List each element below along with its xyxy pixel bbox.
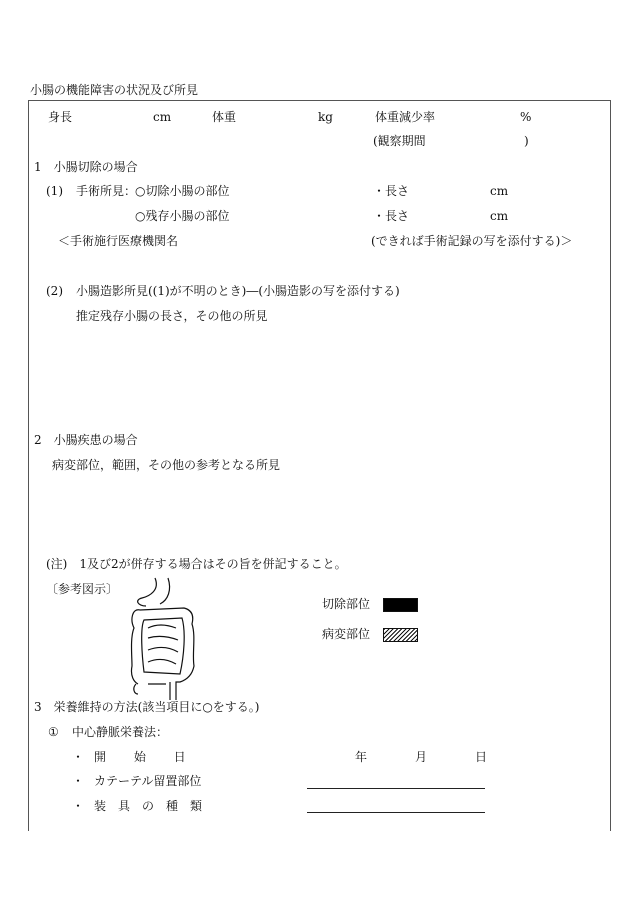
day-label: 日 [475, 750, 488, 764]
height-unit: cm [153, 110, 172, 124]
year-label: 年 [355, 750, 368, 764]
start-date-label: 開 始 日 [94, 750, 186, 764]
item2-number: (2) [46, 284, 63, 298]
observation-period-open: (観察期間 [373, 134, 426, 148]
lesion-legend-swatch [383, 628, 418, 642]
weight-loss-unit: % [520, 110, 532, 124]
device-bullet: ・ [72, 799, 85, 813]
intestine-diagram [120, 576, 210, 700]
observation-period-close: ) [524, 134, 529, 148]
resected-length-unit: cm [490, 184, 509, 198]
height-label: 身長 [48, 110, 73, 124]
catheter-bullet: ・ [72, 774, 85, 788]
month-label: 月 [415, 750, 428, 764]
device-type-line [307, 812, 485, 813]
section1-heading: 1 小腸切除の場合 [34, 160, 138, 174]
item-circle1: ① [48, 725, 59, 739]
institution-label: ＜手術施行医療機関名 [58, 234, 179, 248]
section3-heading: 3 栄養維持の方法(該当項目に○をする。) [34, 700, 260, 714]
remaining-site-label: ○残存小腸の部位 [135, 209, 230, 223]
weight-unit: kg [318, 110, 333, 124]
estimated-length-label: 推定残存小腸の長さ，その他の所見 [76, 309, 268, 323]
section2-heading: 2 小腸疾患の場合 [34, 433, 138, 447]
remaining-length-unit: cm [490, 209, 509, 223]
start-bullet: ・ [72, 750, 85, 764]
form-title: 小腸の機能障害の状況及び所見 [30, 83, 199, 97]
resected-legend-label: 切除部位 [322, 597, 371, 611]
surgery-findings-label: 手術所見： [76, 184, 137, 198]
weight-label: 体重 [212, 110, 237, 124]
catheter-site-label: カテーテル留置部位 [94, 774, 202, 788]
weight-loss-label: 体重減少率 [375, 110, 436, 124]
figure-label: 〔参考図示〕 [46, 582, 119, 596]
lesion-findings-label: 病変部位，範囲，その他の参考となる所見 [52, 458, 281, 472]
remaining-length-label: ・長さ [373, 209, 410, 223]
item1-number: (1) [46, 184, 63, 198]
central-venous-label: 中心静脈栄養法： [72, 725, 169, 739]
resected-legend-swatch [383, 598, 418, 612]
note: (注) 1及び2が併存する場合はその旨を併記すること。 [46, 557, 347, 571]
contrast-findings-label: 小腸造影所見((1)が不明のとき)―(小腸造影の写を添付する) [76, 284, 400, 298]
catheter-site-line [307, 788, 485, 789]
resected-length-label: ・長さ [373, 184, 410, 198]
resected-site-label: ○切除小腸の部位 [135, 184, 230, 198]
device-type-label: 装 具 の 種 類 [94, 799, 203, 813]
attach-note: (できれば手術記録の写を添付する)＞ [371, 234, 573, 248]
lesion-legend-label: 病変部位 [322, 627, 371, 641]
